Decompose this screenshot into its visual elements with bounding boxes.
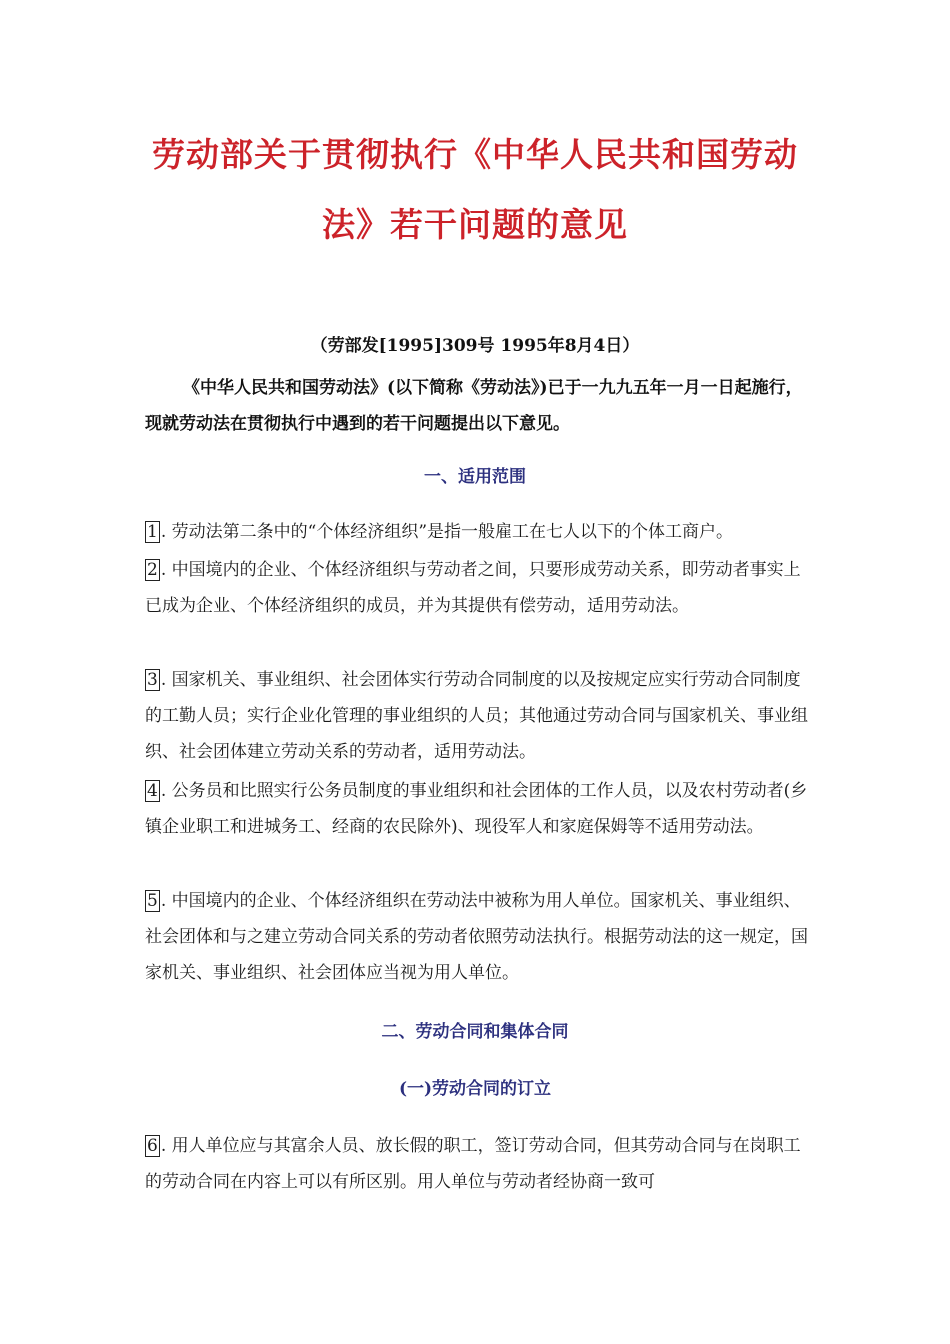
document-reference: （劳部发[1995]309号 1995年8月4日） [310, 336, 640, 356]
clause-number: 5 [147, 891, 158, 911]
clause-number: 4 [147, 781, 158, 801]
clause-item [145, 552, 810, 624]
clause-text: . 中国境内的企业、个体经济组织与劳动者之间，只要形成劳动关系，即劳动者事实上已成为企业、个体经济组织的成员，并为其提供有偿劳动，适用劳动法。 [145, 560, 801, 616]
document-title-line-1: 劳动部关于贯彻执行《中华人民共和国劳动 [152, 135, 798, 174]
clause-item [145, 883, 810, 991]
clause-number: 3 [147, 670, 158, 690]
clause-text: . 公务员和比照实行公务员制度的事业组织和社会团体的工作人员，以及农村劳动者(乡镇企业职工和进城务工、经商的农民除外)、现役军人和家庭保姆等不适用劳动法。 [145, 781, 808, 837]
clause-item [145, 514, 810, 550]
subsection-heading-contract-signing: (一)劳动合同的订立 [398, 1079, 552, 1099]
document-title-line-2: 法》若干问题的意见 [322, 205, 628, 244]
clause-item [145, 773, 810, 845]
clause-text: . 劳动法第二条中的“个体经济组织”是指一般雇工在七人以下的个体工商户。 [160, 522, 734, 542]
section-heading-scope: 一、适用范围 [424, 467, 526, 487]
clause-item [145, 1128, 810, 1200]
clause-item [145, 662, 810, 770]
clause-text: . 用人单位应与其富余人员、放长假的职工，签订劳动合同，但其劳动合同与在岗职工的劳动合同在内容上可以有所区别。用人单位与劳动者经协商一致可 [145, 1136, 801, 1192]
clause-text: . 国家机关、事业组织、社会团体实行劳动合同制度的以及按规定应实行劳动合同制度的工勤人员；实行企业化管理的事业组织的人员；其他通过劳动合同与国家机关、事业组织、社会团体建立劳动关系的劳动者，适用劳动法。 [145, 670, 808, 762]
clause-number: 2 [147, 560, 158, 580]
clause-number: 1 [147, 522, 158, 542]
intro-paragraph: 《中华人民共和国劳动法》(以下简称《劳动法》)已于一九九五年一月一日起施行，现就劳动法在贯彻执行中遇到的若干问题提出以下意见。 [145, 378, 803, 434]
clause-text: . 中国境内的企业、个体经济组织在劳动法中被称为用人单位。国家机关、事业组织、社会团体和与之建立劳动合同关系的劳动者依照劳动法执行。根据劳动法的这一规定，国家机关、事业组织、社会团体应当视为用人单位。 [145, 891, 808, 983]
section-heading-contracts: 二、劳动合同和集体合同 [381, 1022, 569, 1042]
clause-number: 6 [147, 1136, 158, 1156]
